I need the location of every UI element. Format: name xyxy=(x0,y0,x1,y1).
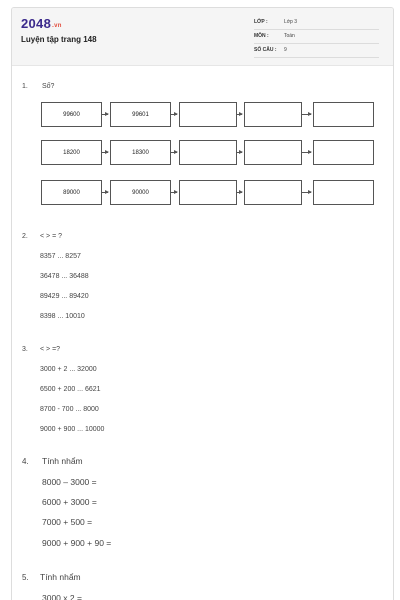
question-1-number: 1. xyxy=(22,83,28,90)
sequence-answer-box[interactable] xyxy=(179,180,237,205)
sequence-box: 90000 xyxy=(110,180,171,205)
arrow-right-icon xyxy=(237,114,242,115)
arrow-right-icon xyxy=(237,192,242,193)
question-2-title: < > = ? xyxy=(40,233,62,240)
question-5-item: 3000 x 2 = xyxy=(42,593,82,600)
question-4-item: 8000 – 3000 = xyxy=(42,477,97,487)
sequence-answer-box[interactable] xyxy=(244,102,302,127)
question-3-item: 6500 + 200 ... 6621 xyxy=(40,386,101,393)
arrow-right-icon xyxy=(102,152,108,153)
arrow-right-icon xyxy=(102,114,108,115)
question-2-item: 36478 ... 36488 xyxy=(40,273,89,280)
question-3-item: 8700 - 700 ... 8000 xyxy=(40,406,99,413)
meta-question-count: SỐ CÂU : 9 xyxy=(254,46,379,58)
question-3-item: 3000 + 2 ... 32000 xyxy=(40,366,97,373)
arrow-right-icon xyxy=(237,152,242,153)
question-4-number: 4. xyxy=(22,457,29,466)
arrow-right-icon xyxy=(171,152,177,153)
sequence-answer-box[interactable] xyxy=(179,102,237,127)
question-1-title: Số? xyxy=(42,83,55,90)
arrow-right-icon xyxy=(171,192,177,193)
sequence-answer-box[interactable] xyxy=(244,140,302,165)
sequence-answer-box[interactable] xyxy=(244,180,302,205)
sequence-answer-box[interactable] xyxy=(179,140,237,165)
sequence-answer-box[interactable] xyxy=(313,180,374,205)
worksheet-header xyxy=(12,8,393,66)
question-4-item: 7000 + 500 = xyxy=(42,517,93,527)
sequence-box: 18300 xyxy=(110,140,171,165)
question-2-item: 8357 ... 8257 xyxy=(40,253,81,260)
arrow-right-icon xyxy=(302,114,311,115)
sequence-box: 89000 xyxy=(41,180,102,205)
arrow-right-icon xyxy=(302,152,311,153)
question-4-item: 6000 + 3000 = xyxy=(42,497,97,507)
question-4-title: Tính nhẩm xyxy=(42,456,83,466)
question-2-item: 89429 ... 89420 xyxy=(40,293,89,300)
question-3-item: 9000 + 900 ... 10000 xyxy=(40,426,105,433)
arrow-right-icon xyxy=(171,114,177,115)
arrow-right-icon xyxy=(102,192,108,193)
sequence-box: 99601 xyxy=(110,102,171,127)
question-3-title: < > =? xyxy=(40,346,61,353)
worksheet xyxy=(11,7,394,600)
sequence-answer-box[interactable] xyxy=(313,102,374,127)
question-5-title: Tính nhẩm xyxy=(40,572,81,582)
question-5-number: 5. xyxy=(22,573,29,582)
meta-subject: MÔN : Toán xyxy=(254,32,379,44)
question-2-item: 8398 ... 10010 xyxy=(40,313,85,320)
sequence-box: 99600 xyxy=(41,102,102,127)
sequence-box: 18200 xyxy=(41,140,102,165)
page-title: Luyện tập trang 148 xyxy=(21,35,97,44)
question-2-number: 2. xyxy=(22,233,28,240)
sequence-answer-box[interactable] xyxy=(313,140,374,165)
arrow-right-icon xyxy=(302,192,311,193)
site-logo[interactable]: 2048.vn xyxy=(21,16,62,31)
question-4-item: 9000 + 900 + 90 = xyxy=(42,538,112,548)
meta-class: LỚP : Lớp 3 xyxy=(254,18,379,30)
question-3-number: 3. xyxy=(22,346,28,353)
